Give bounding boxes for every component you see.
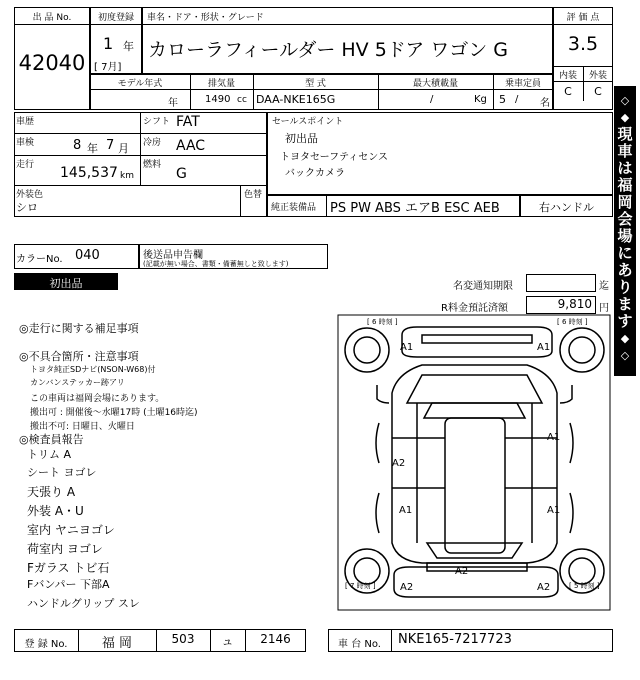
sidebar-char: に <box>617 244 633 262</box>
after-send-label: 後送品申告欄 <box>143 250 203 261</box>
registration-kana: ュ <box>221 634 234 648</box>
sidebar-char: は <box>617 159 633 177</box>
deadline-label: 名変通知期限 <box>453 281 513 292</box>
inspector-line: Fガラス トビ石 <box>27 561 110 575</box>
exterior-color-label: 外装色 <box>16 190 44 200</box>
inspector-line: 外装 A・U <box>27 504 84 518</box>
inspection-label: 車検 <box>16 138 35 148</box>
mileage-unit: km <box>120 171 134 181</box>
capacity-unit: 名 <box>540 98 550 109</box>
car-name-label: 車名・ドア・形状・グレード <box>147 13 264 23</box>
diagram-corner-label: [ 6 時刻 ] <box>557 318 588 326</box>
damage-mark: A1 <box>547 505 561 516</box>
car-damage-diagram <box>337 313 612 613</box>
score-label: 評 価 点 <box>566 13 600 23</box>
registration-year-unit: 年 <box>123 40 134 53</box>
inspector-line: 天張り A <box>27 485 76 499</box>
history-label: 車歴 <box>16 117 35 127</box>
damage-mark: A1 <box>399 505 413 516</box>
driving-notes-title: ◎走行に関する補足事項 <box>19 322 139 335</box>
load-label: 最大積載量 <box>412 79 458 89</box>
displacement-value: 1490 <box>205 94 231 105</box>
sales-point-2: トヨタセーフティセンス <box>280 152 388 163</box>
car-name: カローラフィールダー HV 5ドア ワゴン G <box>148 39 509 61</box>
lot-number: 42040 <box>18 51 86 75</box>
sidebar-char: 福 <box>617 176 633 194</box>
capacity-value: 5 <box>499 93 506 106</box>
ac-value: AAC <box>176 138 206 154</box>
damage-mark: A1 <box>400 342 414 353</box>
displacement-unit: cc <box>237 95 247 105</box>
fuel-label: 燃料 <box>143 160 162 170</box>
recycle-label: R料金預託済額 <box>441 303 508 314</box>
sidebar-char: 会 <box>617 210 633 228</box>
diagram-corner-label: [ 6 時刻 ] <box>367 318 398 326</box>
after-send-note: (記載が無い場合、書類・備蓄無しと致します) <box>143 260 289 268</box>
diagram-corner-label: [ 5 時刻 ] <box>569 582 600 590</box>
sidebar-char: ◆ <box>620 111 630 124</box>
displacement-label: 排気量 <box>207 79 235 89</box>
model-year-unit: 年 <box>168 98 178 109</box>
fuel-value: G <box>176 166 187 182</box>
shift-value: FAT <box>176 114 200 130</box>
first-listing-label: 初出品 <box>49 277 83 290</box>
sales-point-1: 初出品 <box>285 132 318 145</box>
registration-number: 2146 <box>260 632 291 646</box>
diagram-corner-label: [ 7 時刻 ] <box>345 582 376 590</box>
deadline-unit: 迄 <box>599 281 609 292</box>
sidebar-char: ◆ <box>620 332 630 345</box>
sidebar-char: り <box>617 278 633 296</box>
color-change-label: 色替 <box>244 190 263 200</box>
damage-mark: A1 <box>547 432 561 443</box>
sales-points-label: セールスポイント <box>272 117 344 127</box>
score-value: 3.5 <box>567 33 599 55</box>
damage-mark: A1 <box>537 342 551 353</box>
inspector-line: トリム A <box>27 448 72 461</box>
inspector-line: 荷室内 ヨゴレ <box>27 542 103 556</box>
inspector-line: Fバンパー 下部A <box>27 578 110 591</box>
sidebar-char: ◇ <box>620 94 630 107</box>
defect-line: カンバンステッカー跡アリ <box>30 378 125 387</box>
handle-value: 右ハンドル <box>539 201 594 214</box>
sales-point-3: バックカメラ <box>285 168 345 179</box>
exterior-label: 外装 <box>588 71 607 81</box>
sidebar-char: 現 <box>617 125 633 143</box>
defect-line: 搬出不可: 日曜日、火曜日 <box>30 422 135 432</box>
interior-label: 内装 <box>558 71 577 81</box>
inspector-line: シート ヨゴレ <box>27 466 97 479</box>
inspector-line: 室内 ヤニヨゴレ <box>27 523 115 537</box>
lot-label: 出 品 No. <box>32 13 72 23</box>
exterior-color-value: シロ <box>16 201 38 214</box>
chassis-no-label: 車 台 No. <box>338 639 381 650</box>
sidebar-char: ◇ <box>620 349 630 362</box>
defect-line: この車両は福岡会場にあります。 <box>30 394 165 404</box>
equipment-label: 純正装備品 <box>271 203 317 213</box>
inspection-month-unit: 月 <box>118 142 129 155</box>
model-year-label: モデル年式 <box>117 79 163 89</box>
location-sidebar <box>614 86 636 376</box>
registration-label: 初度登録 <box>97 13 134 23</box>
color-no-value: 040 <box>75 248 100 263</box>
sidebar-char: 車 <box>617 142 633 160</box>
interior-grade: C <box>564 85 572 98</box>
exterior-grade: C <box>594 85 602 98</box>
sidebar-char: す <box>617 312 633 330</box>
deadline-field <box>526 274 596 292</box>
mileage-value: 145,537 <box>60 165 118 181</box>
recycle-unit: 円 <box>599 303 609 314</box>
type-label: 型 式 <box>305 79 326 89</box>
inspection-year: 8 <box>73 138 82 153</box>
capacity-separator: / <box>515 94 519 105</box>
recycle-value: 9,810 <box>557 297 592 311</box>
inspector-report-title: ◎検査員報告 <box>19 433 84 446</box>
defect-line: トヨタ純正SDナビ(NSON-W68)付 <box>30 365 156 374</box>
damage-mark: A2 <box>455 566 469 577</box>
sidebar-char: 岡 <box>617 193 633 211</box>
registration-place: 福 岡 <box>101 636 133 651</box>
color-no-label: カラーNo. <box>16 254 63 265</box>
sidebar-char: ま <box>617 295 633 313</box>
load-separator: / <box>430 94 434 105</box>
registration-class: 503 <box>171 632 195 646</box>
inspection-year-unit: 年 <box>87 142 98 155</box>
inspector-line: ハンドルグリップ スレ <box>27 597 140 610</box>
mileage-label: 走行 <box>16 160 35 170</box>
registration-month: [ 7月] <box>94 62 122 73</box>
damage-mark: A2 <box>392 458 406 469</box>
registration-year: 1 <box>103 34 114 53</box>
load-unit: Kg <box>474 94 487 105</box>
capacity-label: 乗車定員 <box>504 79 541 89</box>
equipment-value: PS PW ABS エアB ESC AEB <box>330 201 500 216</box>
registration-no-label: 登 録 No. <box>24 639 68 650</box>
ac-label: 冷房 <box>143 138 162 148</box>
shift-label: シフト <box>143 117 171 127</box>
inspection-month: 7 <box>106 138 115 153</box>
damage-mark: A2 <box>537 582 551 593</box>
defect-notes-title: ◎不具合箇所・注意事項 <box>19 350 139 363</box>
sidebar-char: あ <box>617 261 633 279</box>
type-value: DAA-NKE165G <box>256 93 336 106</box>
defect-line: 搬出可 : 開催後～水曜17時 (土曜16時迄) <box>30 408 198 418</box>
sidebar-char: 場 <box>617 227 633 245</box>
chassis-no-value: NKE165-7217723 <box>398 632 512 647</box>
damage-mark: A2 <box>400 582 414 593</box>
